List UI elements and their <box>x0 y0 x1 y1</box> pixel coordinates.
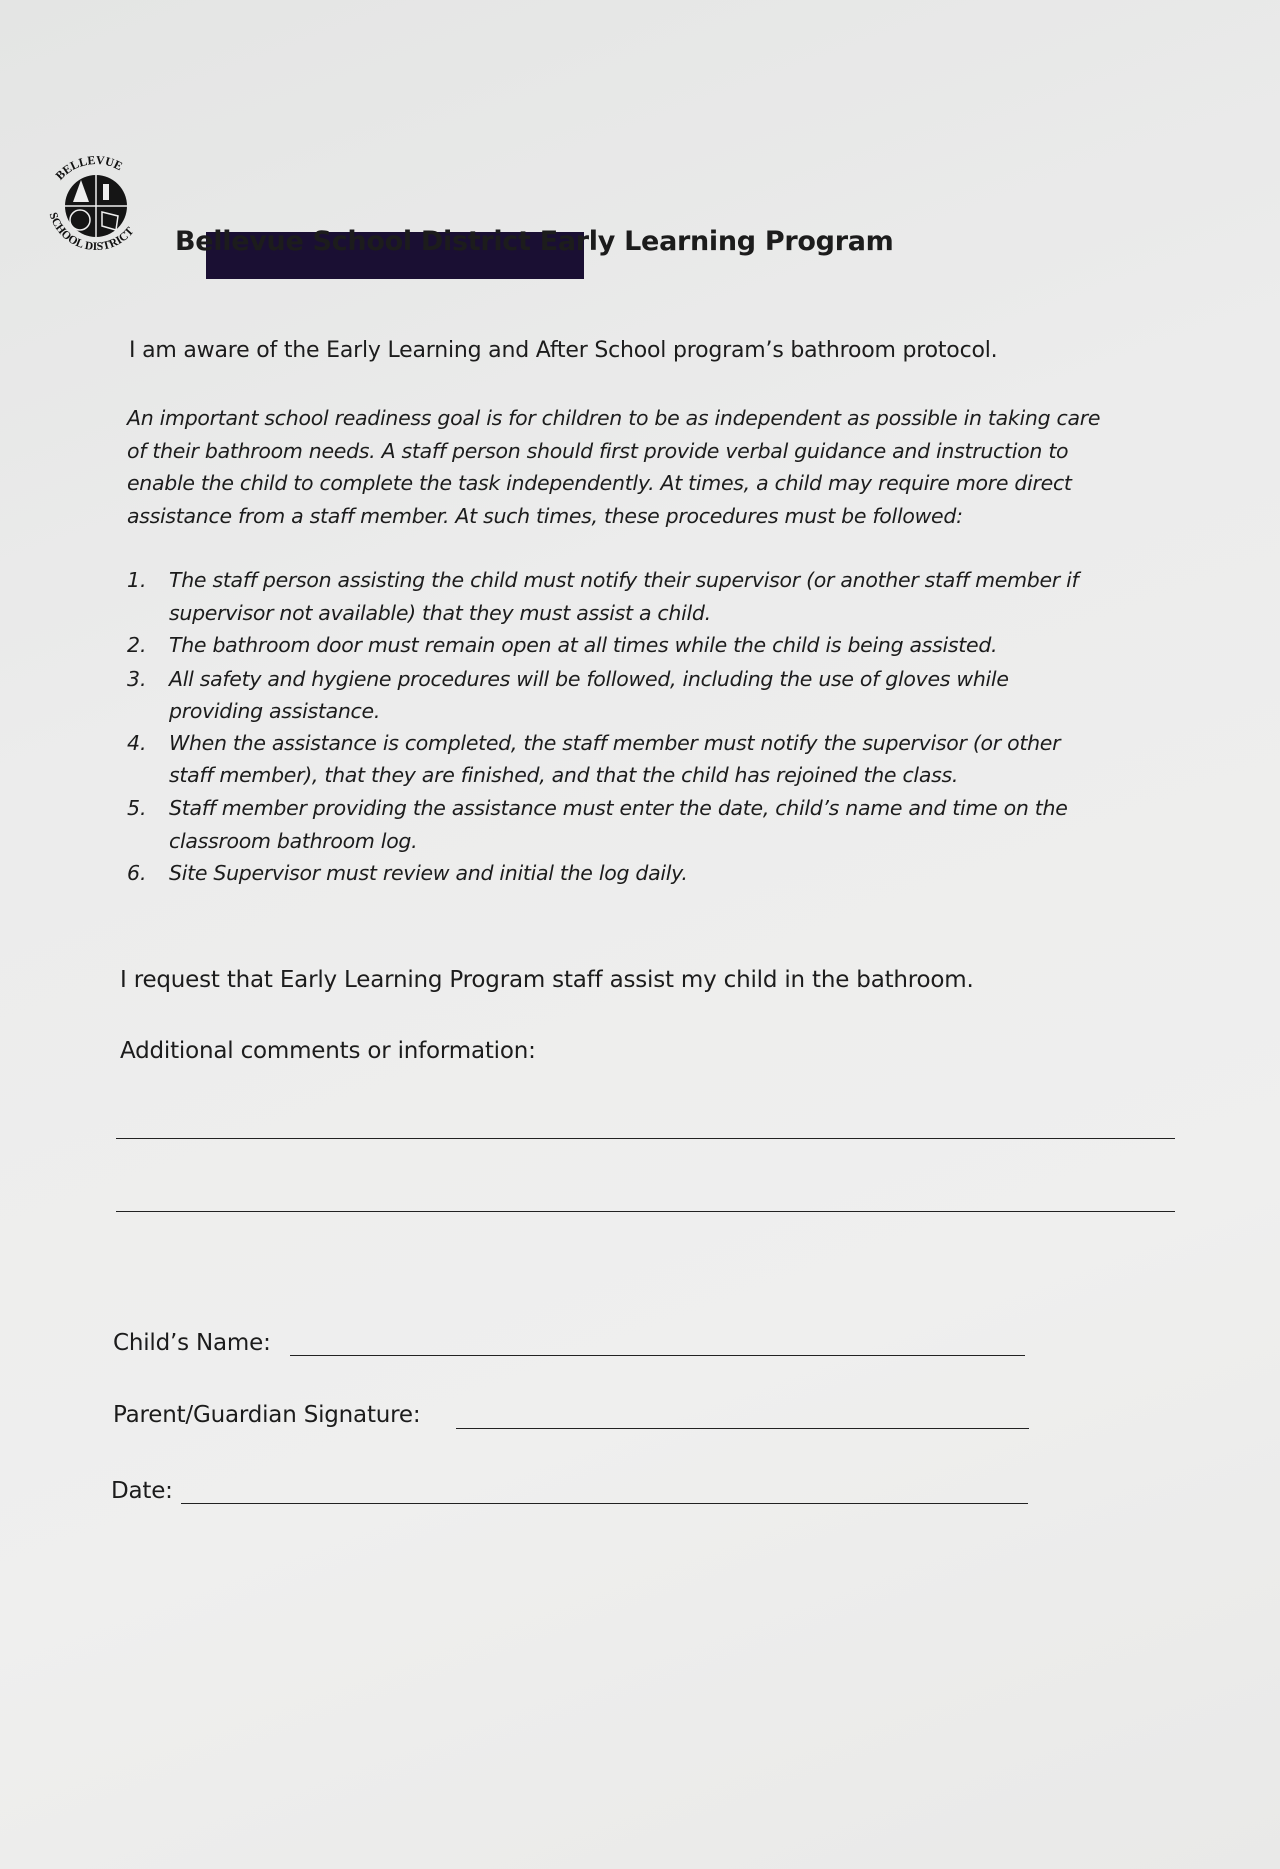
svg-text:SCHOOL DISTRICT: SCHOOL DISTRICT <box>46 211 137 254</box>
signature-line[interactable] <box>456 1428 1029 1429</box>
procedure-text: classroom bathroom log. <box>169 829 418 853</box>
intro-line: An important school readiness goal is for children to be as independent as possible in taking care <box>127 406 1101 430</box>
procedure-number: 2. <box>127 633 147 657</box>
intro-line: enable the child to complete the task independently. At times, a child may require more direct <box>127 471 1072 495</box>
procedure-number: 6. <box>127 861 147 885</box>
procedure-text: Staff member providing the assistance must enter the date, child’s name and time on the <box>169 796 1068 820</box>
procedure-text: When the assistance is completed, the staff member must notify the supervisor (or other <box>169 731 1061 755</box>
svg-text:BELLEVUE: BELLEVUE <box>52 152 125 183</box>
procedure-number: 1. <box>127 568 147 592</box>
comments-label: Additional comments or information: <box>120 1038 536 1064</box>
procedure-text: supervisor not available) that they must assist a child. <box>169 601 711 625</box>
page-title: Bellevue School District Early Learning Program <box>175 226 894 257</box>
date-line[interactable] <box>181 1503 1028 1504</box>
child-name-line[interactable] <box>290 1355 1025 1356</box>
procedure-text: All safety and hygiene procedures will be followed, including the use of gloves while <box>169 667 1009 691</box>
signature-label: Parent/Guardian Signature: <box>113 1402 421 1428</box>
comments-line-1[interactable] <box>116 1138 1175 1139</box>
procedure-text: staff member), that they are finished, and that the child has rejoined the class. <box>169 763 959 787</box>
procedure-text: The bathroom door must remain open at all times while the child is being assisted. <box>169 633 998 657</box>
date-label: Date: <box>111 1478 173 1504</box>
procedure-number: 4. <box>127 731 147 755</box>
procedure-text: providing assistance. <box>169 699 381 723</box>
procedure-number: 3. <box>127 667 147 691</box>
procedure-text: The staff person assisting the child must notify their supervisor (or another staff member if <box>169 568 1079 592</box>
child-name-label: Child’s Name: <box>113 1330 271 1356</box>
procedure-text: Site Supervisor must review and initial the log daily. <box>169 861 688 885</box>
awareness-statement: I am aware of the Early Learning and After School program’s bathroom protocol. <box>129 338 998 363</box>
bellevue-school-district-logo <box>36 150 154 260</box>
procedure-number: 5. <box>127 796 147 820</box>
intro-line: assistance from a staff member. At such times, these procedures must be followed: <box>127 504 963 528</box>
intro-line: of their bathroom needs. A staff person should first provide verbal guidance and instruction to <box>127 439 1069 463</box>
comments-line-2[interactable] <box>116 1211 1175 1212</box>
request-statement: I request that Early Learning Program staff assist my child in the bathroom. <box>120 967 974 993</box>
